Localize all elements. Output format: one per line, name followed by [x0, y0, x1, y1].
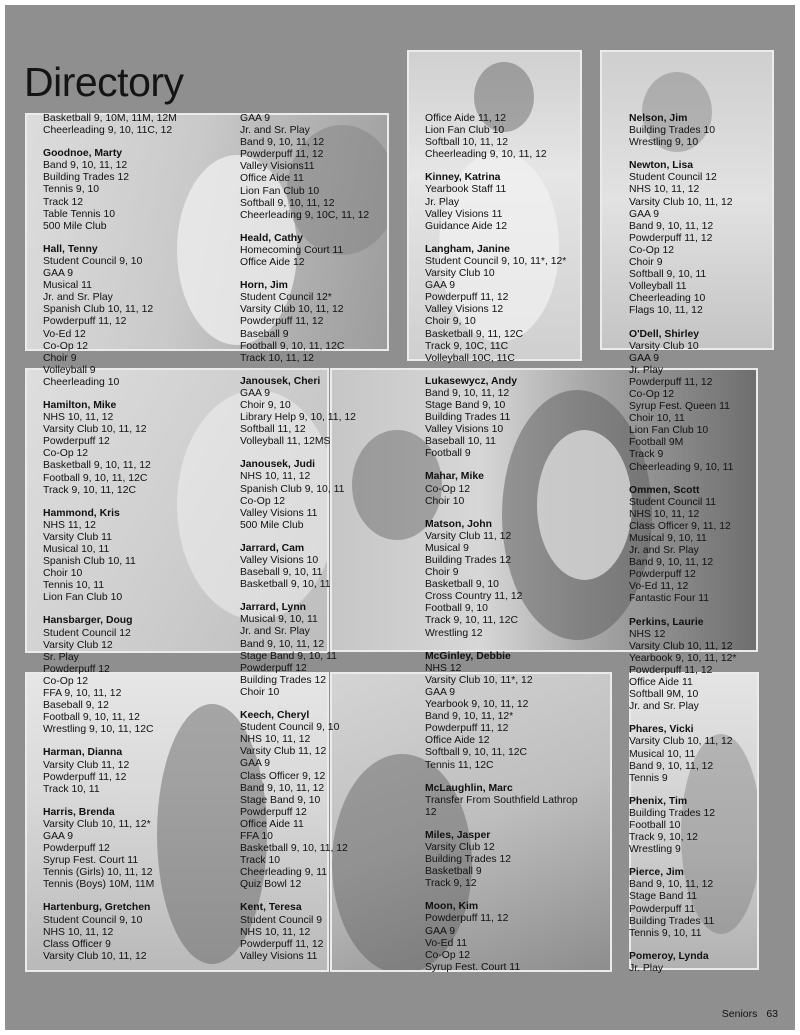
activity-line: Vo-Ed 11, 12 — [629, 581, 689, 593]
activity-line: Student Council 12 — [629, 172, 717, 184]
directory-entry — [43, 508, 235, 605]
activity-line: Tennis 10, 11 — [43, 580, 105, 592]
activity-line: GAA 9 — [240, 387, 271, 399]
activity-line: Jr. and Sr. Play — [240, 125, 310, 137]
activity-line: Wrestling 12 — [425, 627, 483, 639]
activity-line: GAA 9 — [240, 113, 271, 124]
directory-entry — [629, 113, 789, 149]
student-name: Harris, Brenda — [43, 806, 115, 818]
activity-line: Syrup Fest. Court 11 — [43, 855, 139, 867]
activity-line: Cheerleading 9, 10C, 11, 12 — [240, 209, 370, 221]
directory-entry — [425, 783, 625, 819]
student-name: Pomeroy, Lynda — [629, 950, 709, 962]
activity-line: GAA 9 — [43, 830, 74, 842]
activity-line: GAA 9 — [629, 208, 660, 220]
activity-line: Co-Op 12 — [425, 949, 471, 961]
activity-line: Office Aide 12 — [240, 257, 305, 269]
activity-line: Cheerleading 9, 10, 11, 12 — [425, 149, 547, 161]
directory-entry — [240, 233, 420, 269]
activity-line: Football 9 — [425, 448, 471, 460]
activity-line: Volleyball 10C, 11C — [425, 352, 515, 364]
directory-entry — [425, 172, 625, 232]
activity-line: Student Council 12* — [240, 292, 332, 304]
directory-entry — [629, 617, 789, 714]
student-name: Moon, Kim — [425, 901, 479, 913]
student-name: Mahar, Mike — [425, 471, 484, 483]
activity-line: Powderpuff 11, 12 — [629, 664, 713, 676]
activity-line: Varsity Club 10, 11, 12 — [629, 196, 733, 208]
activity-line: Tennis 9 — [629, 772, 668, 784]
activity-line: NHS 12 — [629, 628, 666, 640]
activity-line: Tennis (Girls) 10, 11, 12 — [43, 867, 153, 879]
directory-entry — [629, 951, 789, 975]
activity-line: Tennis 9, 10 — [43, 184, 100, 196]
student-name: Langham, Janine — [425, 243, 510, 255]
activity-line: Track 9, 10C, 11C — [425, 340, 509, 352]
activity-line: Varsity Club 10, 11, 12 — [629, 640, 733, 652]
activity-line: Yearbook 9, 10, 11, 12 — [425, 699, 529, 711]
activity-line: Powderpuff 12 — [240, 806, 307, 818]
activity-line: Lion Fan Club 10 — [425, 125, 505, 137]
activity-line: Musical 11 — [43, 280, 92, 292]
activity-line: Powderpuff 11, 12 — [43, 771, 127, 783]
activity-line: Co-Op 12 — [43, 675, 89, 687]
activity-line: Band 9, 10, 11, 12* — [425, 711, 514, 723]
student-name: Ommen, Scott — [629, 484, 700, 496]
student-name: Heald, Cathy — [240, 232, 303, 244]
activity-line: Jr. and Sr. Play — [43, 292, 113, 304]
activity-line: Football 9, 10, 11, 12C — [43, 472, 148, 484]
activity-line: Table Tennis 10 — [43, 208, 116, 220]
activity-line: Track 9 — [629, 449, 664, 461]
directory-entry — [240, 113, 420, 222]
activity-line: Office Aide 11 — [240, 173, 304, 185]
activity-line: Cross Country 11, 12 — [425, 591, 523, 603]
activity-line: Cheerleading 10 — [629, 293, 706, 305]
activity-line: Tennis 11, 12C — [425, 759, 494, 771]
activity-line: Varsity Club 10 — [425, 268, 495, 280]
activity-line: Basketball 9, 10, 11, 12 — [240, 843, 348, 855]
activity-line: Choir 9 — [43, 352, 77, 364]
activity-line: Syrup Fest. Court 11 — [425, 961, 521, 973]
activity-line: Class Officer 9, 11, 12 — [629, 520, 731, 532]
activity-line: Jr. Play — [425, 196, 460, 208]
activity-line: Stage Band 9, 10 — [425, 399, 506, 411]
directory-entry — [425, 113, 625, 161]
activity-line: Track 9, 10, 11, 12C — [425, 615, 518, 627]
activity-line: Powderpuff 11, 12 — [240, 316, 324, 328]
activity-line: Powderpuff 11, 12 — [425, 723, 509, 735]
activity-line: Track 9, 10, 11, 12C — [43, 484, 136, 496]
activity-line: Powderpuff 11, 12 — [240, 938, 324, 950]
page-title: Directory — [24, 59, 184, 105]
activity-line: Football 9M — [629, 437, 684, 449]
student-name: Keech, Cheryl — [240, 710, 310, 722]
student-name: Janousek, Judi — [240, 459, 316, 471]
activity-line: Band 9, 10, 11, 12 — [629, 760, 714, 772]
activity-line: Musical 9 — [425, 542, 469, 554]
activity-line: Musical 10, 11 — [43, 544, 110, 555]
student-name: Miles, Jasper — [425, 829, 491, 841]
activity-line: Powderpuff 11 — [629, 903, 696, 915]
student-name: Nelson, Jim — [629, 113, 688, 124]
activity-line: Sr. Play — [43, 651, 79, 663]
directory-entry — [425, 471, 625, 507]
activity-line: Powderpuff 12 — [43, 436, 110, 448]
student-name: Harman, Dianna — [43, 747, 123, 759]
activity-line: NHS 10, 11, 12 — [240, 734, 311, 746]
directory-entry — [240, 710, 420, 891]
student-name: Phenix, Tim — [629, 795, 688, 807]
activity-line: Student Council 9, 10 — [43, 914, 143, 926]
directory-entry — [629, 329, 789, 474]
activity-line: Varsity Club 10, 11, 12 — [240, 304, 344, 316]
activity-line: Track 10 — [240, 855, 281, 867]
activity-line: 500 Mile Club — [240, 519, 304, 531]
activity-line: Student Council 9, 10 — [240, 722, 340, 734]
activity-line: Tennis (Boys) 10M, 11M — [43, 879, 155, 891]
activity-line: Football 10 — [629, 819, 681, 831]
activity-line: Varsity Club 11, 12 — [240, 746, 327, 758]
activity-line: Valley Visions 11 — [240, 507, 318, 519]
directory-entry — [425, 519, 625, 640]
activity-line: Student Council 9, 10, 11*, 12* — [425, 255, 567, 267]
page-footer — [716, 1008, 778, 1020]
student-name: Hartenburg, Gretchen — [43, 902, 151, 914]
activity-line: Baseball 9, 10, 11 — [240, 567, 323, 579]
activity-line: Office Aide 11 — [629, 677, 693, 689]
student-name: Goodnoe, Marty — [43, 148, 123, 160]
directory-entry — [629, 867, 789, 940]
directory-entry — [425, 651, 625, 772]
activity-line: Fantastic Four 11 — [629, 593, 710, 605]
directory-entry — [425, 830, 625, 890]
directory-entry — [43, 244, 235, 389]
directory-entry — [629, 724, 789, 784]
activity-line: Building Trades 11 — [629, 915, 715, 927]
activity-line: Building Trades 12 — [425, 854, 512, 866]
directory-entry — [43, 400, 235, 497]
activity-line: Choir 10, 11 — [629, 413, 685, 425]
directory-entry — [425, 901, 625, 974]
activity-line: Co-Op 12 — [629, 388, 675, 400]
activity-line: Wrestling 9, 10 — [629, 137, 699, 149]
directory-entry — [240, 543, 420, 591]
directory-entry — [43, 615, 235, 736]
activity-line: Powderpuff 11, 12 — [425, 913, 509, 925]
activity-line: Cheerleading 9, 10, 11C, 12 — [43, 125, 173, 137]
student-name: Perkins, Laurie — [629, 616, 704, 628]
activity-line: Musical 10, 11 — [629, 748, 696, 760]
activity-line: Stage Band 9, 10, 11 — [240, 650, 337, 662]
activity-line: Varsity Club 11 — [43, 531, 112, 543]
activity-line: Powderpuff 12 — [43, 843, 110, 855]
activity-line: Varsity Club 10 — [629, 340, 699, 352]
activity-line: NHS 12 — [425, 662, 462, 674]
directory-entry — [240, 902, 420, 962]
activity-line: Powderpuff 11, 12 — [629, 232, 713, 244]
activity-line: Student Council 11 — [629, 496, 717, 508]
activity-line: Cheerleading 9, 11 — [240, 867, 328, 879]
activity-line: Musical 9, 10, 11 — [240, 614, 318, 626]
activity-line: Varsity Club 11, 12 — [425, 530, 512, 542]
activity-line: FFA 10 — [240, 830, 273, 842]
activity-line: Basketball 9, 10, 11 — [240, 579, 331, 591]
activity-line: NHS 10, 11, 12 — [240, 471, 311, 483]
activity-line: Jr. Play — [629, 962, 664, 974]
activity-line: Football 9, 10, 11, 12 — [43, 712, 140, 724]
activity-line: Varsity Club 10, 11, 12 — [43, 950, 147, 962]
directory-entry — [43, 902, 235, 962]
activity-line: Homecoming Court 11 — [240, 244, 344, 256]
activity-line: Track 9, 10, 12 — [629, 832, 698, 844]
activity-line: Stage Band 9, 10 — [240, 794, 321, 806]
activity-line: Basketball 9 — [425, 866, 482, 878]
activity-line: Softball 9, 10, 11, 12 — [240, 197, 335, 209]
activity-line: Stage Band 11 — [629, 891, 697, 903]
activity-line: Valley Visions 10 — [425, 424, 504, 436]
directory-entry — [629, 796, 789, 856]
activity-line: Band 9, 10, 11, 12 — [240, 638, 325, 650]
activity-line: Softball 11, 12 — [240, 424, 306, 436]
activity-line: Spanish Club 10, 11 — [43, 556, 136, 568]
activity-line: GAA 9 — [240, 758, 271, 770]
directory-entry — [629, 485, 789, 606]
directory-entry — [629, 160, 789, 317]
activity-line: Valley Visions 11 — [240, 950, 318, 962]
activity-line: Softball 9, 10, 11 — [629, 269, 707, 281]
activity-line: Volleyball 11, 12MS — [240, 436, 331, 448]
activity-line: Varsity Club 10, 11, 12* — [43, 818, 151, 830]
activity-line: Baseball 9 — [240, 328, 289, 340]
activity-line: Musical 9, 10, 11 — [629, 533, 707, 544]
activity-line: Choir 10 — [43, 568, 83, 580]
activity-line: Track 12 — [43, 196, 84, 208]
activity-line: Yearbook 9, 10, 11, 12* — [629, 652, 737, 664]
activity-line: GAA 9 — [425, 925, 456, 937]
activity-line: Powderpuff 12 — [240, 662, 307, 674]
activity-line: Class Officer 9, 12 — [240, 770, 326, 782]
activity-line: Wrestling 9, 10, 11, 12C — [43, 724, 154, 736]
activity-line: Band 9, 10, 11, 12 — [629, 557, 714, 569]
activity-line: Office Aide 12 — [425, 735, 490, 747]
activity-line: Co-Op 12 — [43, 448, 89, 460]
activity-line: GAA 9 — [629, 352, 660, 364]
student-name: Jarrard, Lynn — [240, 602, 307, 614]
activity-line: Valley Visions 10 — [240, 555, 319, 566]
activity-line: Spanish Club 9, 10, 11 — [240, 483, 345, 495]
activity-line: Powderpuff 12 — [43, 663, 110, 675]
student-name: Hamilton, Mike — [43, 399, 117, 411]
activity-line: Varsity Club 12 — [43, 639, 113, 651]
activity-line: Tennis 9, 10, 11 — [629, 927, 702, 939]
activity-line: Volleyball 11 — [629, 281, 687, 293]
student-name: Newton, Lisa — [629, 160, 694, 172]
activity-line: FFA 9, 10, 11, 12 — [43, 688, 122, 700]
activity-line: Choir 9, 10 — [425, 316, 476, 328]
activity-line: Football 9, 10 — [425, 603, 488, 615]
activity-line: Building Trades 10 — [629, 125, 716, 137]
directory-column-1 — [43, 113, 235, 974]
student-name: Hansbarger, Doug — [43, 615, 133, 627]
directory-entry — [240, 459, 420, 532]
activity-line: Lion Fan Club 10 — [629, 425, 709, 437]
activity-line: Lion Fan Club 10 — [43, 592, 123, 604]
activity-line: Co-Op 12 — [43, 340, 89, 352]
activity-line: Varsity Club 10, 11, 12 — [43, 424, 147, 436]
activity-line: Class Officer 9 — [43, 938, 111, 950]
activity-line: Football 9, 10, 11, 12C — [240, 340, 345, 352]
activity-line: GAA 9 — [425, 280, 456, 292]
activity-line: NHS 10, 11, 12 — [629, 508, 700, 520]
student-name: Pierce, Jim — [629, 867, 684, 879]
activity-line: Co-Op 12 — [425, 483, 471, 495]
activity-line: Varsity Club 11, 12 — [43, 759, 130, 771]
activity-line: Valley Visions 11 — [425, 208, 503, 220]
student-name: Horn, Jim — [240, 280, 288, 292]
directory-entry — [43, 807, 235, 892]
activity-line: Basketball 9, 11, 12C — [425, 328, 524, 340]
activity-line: Flags 10, 11, 12 — [629, 305, 703, 317]
activity-line: Cheerleading 10 — [43, 376, 120, 388]
activity-line: Valley Visions11 — [240, 161, 315, 173]
activity-line: Basketball 9, 10, 11, 12 — [43, 460, 151, 472]
activity-line: NHS 10, 11, 12 — [43, 412, 114, 424]
activity-line: GAA 9 — [43, 268, 74, 280]
activity-line: Basketball 9, 10 — [425, 579, 499, 591]
activity-line: Band 9, 10, 11, 12 — [240, 137, 325, 149]
activity-line: Choir 10 — [240, 686, 280, 698]
activity-line: Baseball 10, 11 — [425, 436, 496, 448]
activity-line: Band 9, 10, 11, 12 — [43, 160, 128, 172]
activity-line: Yearbook Staff 11 — [425, 184, 507, 196]
activity-line: Building Trades 12 — [240, 674, 327, 686]
activity-line: 500 Mile Club — [43, 220, 107, 232]
activity-line: Track 10, 11, 12 — [240, 352, 314, 364]
directory-column-2 — [240, 113, 420, 974]
activity-line: Jr. and Sr. Play — [240, 626, 310, 638]
student-name: O'Dell, Shirley — [629, 328, 700, 340]
activity-line: Valley Visions 12 — [425, 304, 504, 316]
activity-line: Powderpuff 12 — [629, 569, 696, 581]
activity-line: GAA 9 — [425, 686, 456, 698]
activity-line: Quiz Bowl 12 — [240, 879, 302, 891]
activity-line: Jr. and Sr. Play — [629, 701, 699, 713]
directory-entry — [240, 280, 420, 365]
activity-line: Band 9, 10, 11, 12 — [629, 220, 714, 232]
footer-page-number: 63 — [766, 1008, 778, 1020]
activity-line: Powderpuff 11, 12 — [43, 316, 127, 328]
activity-line: Transfer From Southfield Lathrop — [425, 794, 578, 806]
activity-line: Guidance Aide 12 — [425, 220, 508, 232]
directory-entry — [425, 244, 625, 365]
student-name: Kinney, Katrina — [425, 172, 501, 184]
activity-line: Jr. and Sr. Play — [629, 545, 699, 557]
activity-line: Jr. Play — [629, 364, 664, 376]
student-name: McGinley, Debbie — [425, 650, 511, 662]
activity-line: Office Aide 11 — [240, 818, 304, 830]
activity-line: Building Trades 12 — [425, 555, 512, 566]
student-name: Lukasewycz, Andy — [425, 375, 518, 387]
activity-line: NHS 10, 11, 12 — [629, 184, 700, 196]
activity-line: Co-Op 12 — [629, 244, 675, 256]
activity-line: Varsity Club 10, 11, 12 — [629, 736, 733, 748]
student-name: Phares, Vicki — [629, 724, 694, 736]
activity-line: Lion Fan Club 10 — [240, 185, 320, 197]
activity-line: Powderpuff 11, 12 — [425, 292, 509, 304]
activity-line: Cheerleading 9, 10, 11 — [629, 461, 734, 473]
directory-column-3 — [425, 113, 625, 985]
activity-line: Powderpuff 11, 12 — [629, 376, 713, 388]
activity-line: 12 — [425, 806, 437, 818]
activity-line: Track 9, 12 — [425, 878, 477, 890]
activity-line: Wrestling 9 — [629, 844, 681, 856]
activity-line: Student Council 9, 10 — [43, 255, 143, 267]
activity-line: Varsity Club 12 — [425, 841, 495, 853]
student-name: Hall, Tenny — [43, 243, 98, 255]
footer-section: Seniors — [721, 1008, 758, 1020]
activity-line: Building Trades 11 — [425, 412, 511, 424]
activity-line: NHS 10, 11, 12 — [240, 926, 311, 938]
directory-entry — [240, 376, 420, 449]
student-name: Hammond, Kris — [43, 507, 120, 519]
activity-line: Spanish Club 10, 11, 12 — [43, 304, 154, 316]
activity-line: Softball 9, 10, 11, 12C — [425, 747, 528, 759]
activity-line: Vo-Ed 11 — [425, 937, 467, 949]
student-name: Kent, Teresa — [240, 902, 302, 914]
activity-line: Softball 10, 11, 12 — [425, 137, 508, 149]
activity-line: Office Aide 11, 12 — [425, 113, 507, 124]
activity-line: NHS 10, 11, 12 — [43, 926, 114, 938]
activity-line: Varsity Club 10, 11*, 12 — [425, 674, 533, 686]
directory-entry — [43, 747, 235, 795]
activity-line: Building Trades 12 — [43, 172, 130, 184]
directory-entry — [240, 602, 420, 699]
activity-line: Student Council 12 — [43, 627, 131, 639]
activity-line: Band 9, 10, 11, 12 — [240, 782, 325, 794]
activity-line: Powderpuff 11, 12 — [240, 149, 324, 161]
student-name: Matson, John — [425, 518, 492, 530]
activity-line: Syrup Fest. Queen 11 — [629, 401, 730, 413]
activity-line: Vo-Ed 12 — [43, 328, 86, 340]
activity-line: Baseball 9, 12 — [43, 700, 109, 712]
activity-line: Band 9, 10, 11, 12 — [425, 387, 510, 399]
directory-entry — [43, 113, 235, 137]
activity-line: NHS 11, 12 — [43, 519, 96, 531]
activity-line: Library Help 9, 10, 11, 12 — [240, 412, 356, 424]
student-name: McLaughlin, Marc — [425, 782, 513, 794]
activity-line: Student Council 9 — [240, 914, 323, 926]
activity-line: Track 10, 11 — [43, 783, 100, 795]
activity-line: Softball 9M, 10 — [629, 689, 699, 701]
directory-entry — [425, 376, 625, 461]
activity-line: Co-Op 12 — [240, 495, 286, 507]
activity-line: Choir 9, 10 — [240, 399, 291, 411]
directory-column-4 — [629, 113, 789, 986]
activity-line: Basketball 9, 10M, 11M, 12M — [43, 113, 177, 124]
activity-line: Volleyball 9 — [43, 364, 96, 376]
student-name: Jarrard, Cam — [240, 542, 305, 554]
activity-line: Building Trades 12 — [629, 807, 716, 819]
activity-line: Choir 9 — [629, 257, 663, 269]
activity-line: Band 9, 10, 11, 12 — [629, 879, 714, 891]
activity-line: Choir 10 — [425, 495, 465, 507]
activity-line: Choir 9 — [425, 567, 459, 579]
directory-entry — [43, 148, 235, 233]
student-name: Janousek, Cheri — [240, 375, 321, 387]
